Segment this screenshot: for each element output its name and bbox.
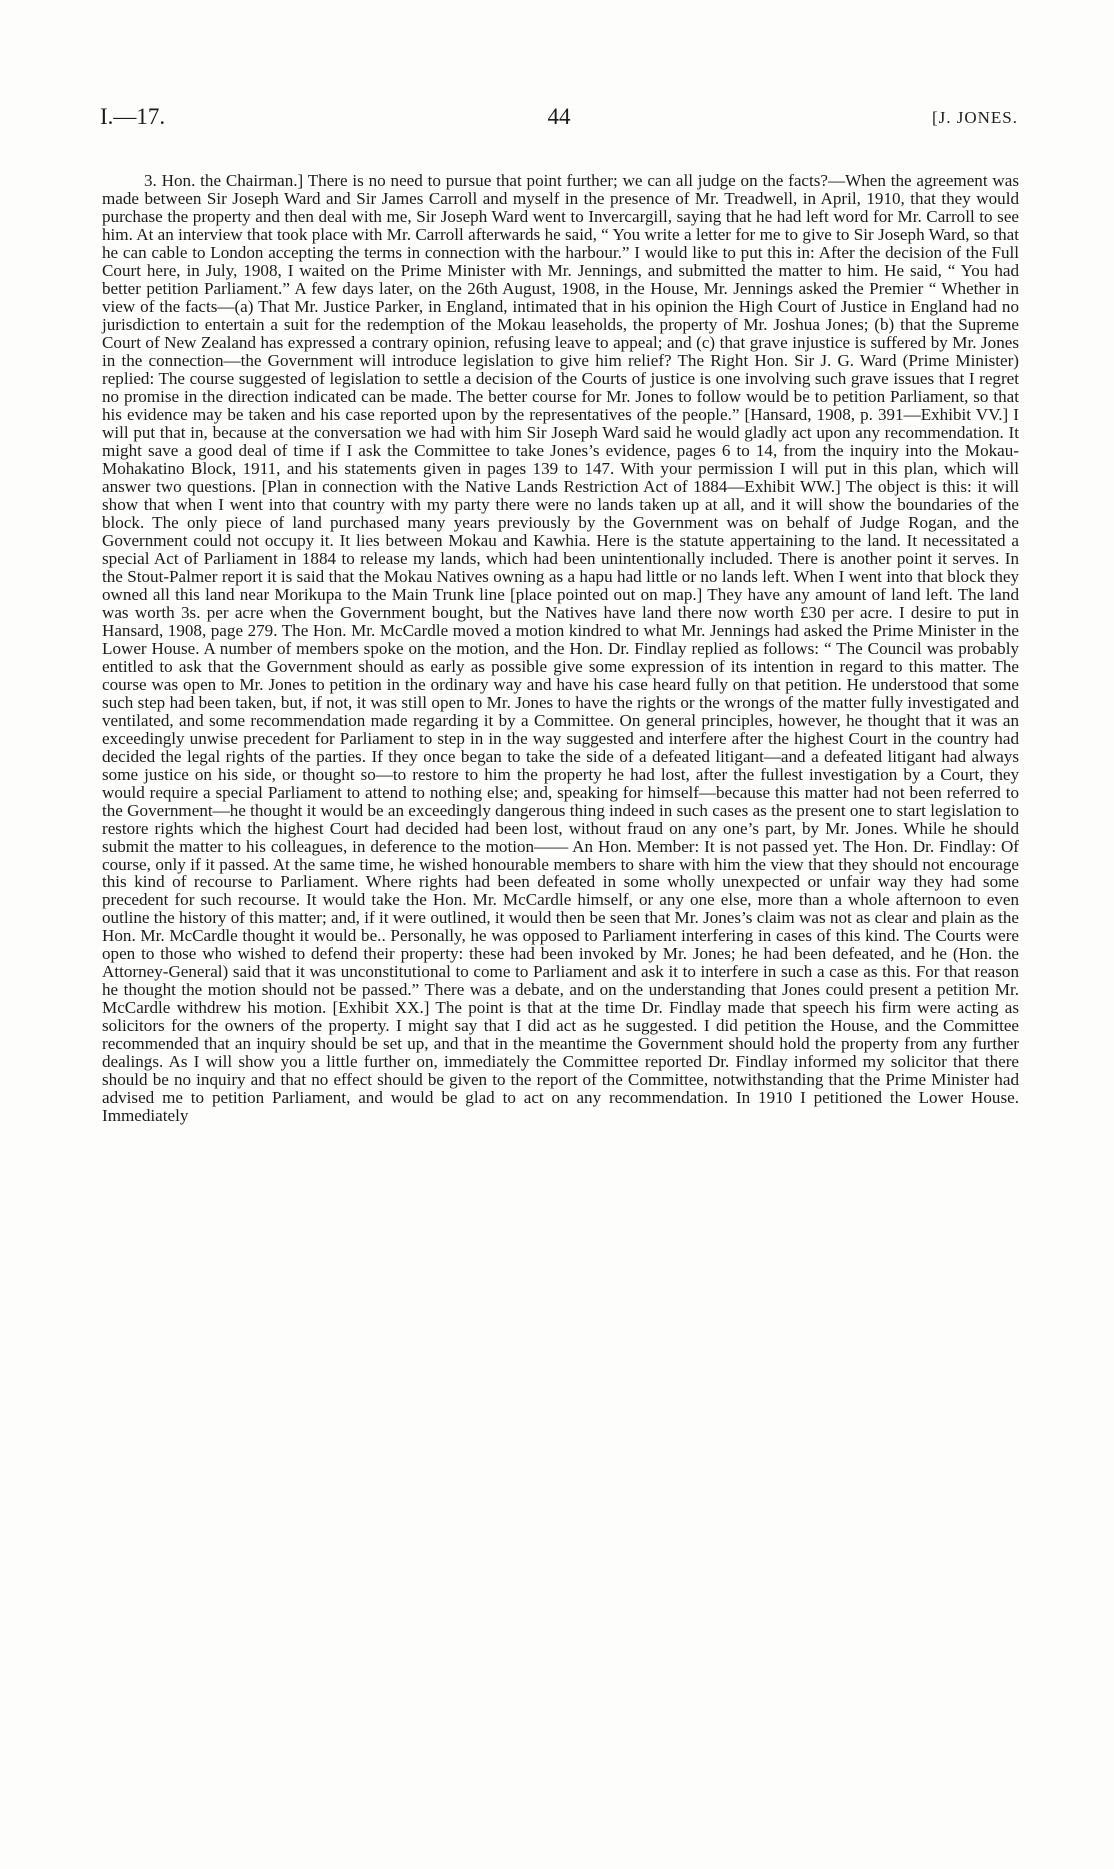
page-header [100, 104, 1018, 134]
document-reference: I.—17. [100, 104, 166, 129]
page-number: 44 [547, 104, 571, 129]
witness-name: [J. JONES. [931, 108, 1018, 127]
body-paragraph: 3. Hon. the Chairman.] There is no need to pursue that point further; we can all judge on the facts?—When the agreement was made between Sir Joseph Ward and Sir James Carroll and myself in the presence of Mr. Treadwell, in April, 1910, that they would purchase the property and then deal with me, Sir Joseph Ward went to Invercargill, saying that he had left word for Mr. Carroll to see him. At an interview that took place with Mr. Carroll afterwards he said, “ You write a letter for me to give to Sir Joseph Ward, so that he can cable to London accepting the terms in connection with the harbour.” I would like to put this in: After the decision of the Full Court here, in July, 1908, I waited on the Prime Minister with Mr. Jennings, and submitted the matter to him. He said, “ You had better petition Parliament.” A few days later, on the 26th August, 1908, in the House, Mr. Jennings asked the Premier “ Whether in view of the facts—(a) That Mr. Justice Parker, in England, intimated that in his opinion the High Court of Justice in England had no jurisdiction to entertain a suit for the redemption of the Mokau leaseholds, the property of Mr. Joshua Jones; (b) that the Supreme Court of New Zealand has expressed a contrary opinion, refusing leave to appeal; and (c) that grave injustice is suffered by Mr. Jones in the connection—the Government will introduce legislation to give him relief? The Right Hon. Sir J. G. Ward (Prime Minister) replied: The course suggested of legislation to settle a decision of the Courts of justice is one involving such grave issues that I regret no promise in the direction indicated can be made. The better course for Mr. Jones to follow would be to petition Parliament, so that his evidence may be taken and his case reported upon by the representatives of the people.” [Hansard, 1908, p. 391—Exhibit VV.] I will put that in, because at the conversation we had with him Sir Joseph Ward said he would gladly act upon any recommendation. It might save a good deal of time if I ask the Committee to take Jones’s evidence, pages 6 to 14, from the inquiry into the Mokau-Mohakatino Block, 1911, and his statements given in pages 139 to 147. With your permission I will put in this plan, which will answer two questions. [Plan in connection with the Native Lands Restriction Act of 1884—Exhibit WW.] The object is this: it will show that when I went into that country with my party there were no lands taken up at all, and it will show the boundaries of the block. The only piece of land purchased many years previously by the Government was on behalf of Judge Rogan, and the Government could not occupy it. It lies between Mokau and Kawhia. Here is the statute appertaining to the land. It necessitated a special Act of Parliament in 1884 to release my lands, which had been unintentionally included. There is another point it serves. In the Stout-Palmer report it is said that the Mokau Natives owning as a hapu had little or no lands left. When I went into that block they owned all this land near Morikupa to the Main Trunk line [place pointed out on map.] They have any amount of land left. The land was worth 3s. per acre when the Government bought, but the Natives have land there now worth £30 per acre. I desire to put in Hansard, 1908, page 279. The Hon. Mr. McCardle moved a motion kindred to what Mr. Jennings had asked the Prime Minister in the Lower House. A number of members spoke on the motion, and the Hon. Dr. Findlay replied as follows: “ The Council was probably entitled to ask that the Government should as early as possible give some expression of its intention in regard to this matter. The course was open to Mr. Jones to petition in the ordinary way and have his case heard fully on that petition. He understood that some such step had been taken, but, if not, it was still open to Mr. Jones to have the rights or the wrongs of the matter fully investigated and ventilated, and some recommendation made regarding it by a Committee. On general principles, however, he thought that it was an exceedingly unwise precedent for Parliament to step in in the way suggested and interfere after the highest Court in the country had decided the legal rights of the parties. If they once began to take the side of a defeated litigant—and a defeated litigant had always some justice on his side, or thought so—to restore to him the property he had lost, after the fullest investigation by a Court, they would require a special Parliament to attend to nothing else; and, speaking for himself—because this matter had not been referred to the Government—he thought it would be an exceedingly dangerous thing indeed in such cases as the present one to start legislation to restore rights which the highest Court had decided had been lost, without fraud on any one’s part, by Mr. Jones. While he should submit the matter to his colleagues, in deference to the motion—— An Hon. Member: It is not passed yet. The Hon. Dr. Findlay: Of course, only if it passed. At the same time, he wished honourable members to share with him the view that they should not encourage this kind of recourse to Parliament. Where rights had been defeated in some wholly unexpected or unfair way they had some precedent for such recourse. It would take the Hon. Mr. McCardle himself, or any one else, more than a whole afternoon to even outline the history of this matter; and, if it were outlined, it would then be seen that Mr. Jones’s claim was not as clear and plain as the Hon. Mr. McCardle thought it would be.. Personally, he was opposed to Parliament interfering in cases of this kind. The Courts were open to those who wished to defend their property: these had been invoked by Mr. Jones; he had been defeated, and he (Hon. the Attorney-General) said that it was unconstitutional to come to Parliament and ask it to interfere in such a case as this. For that reason he thought the motion should not be passed.” There was a debate, and on the understanding that Jones could present a petition Mr. McCardle withdrew his motion. [Exhibit XX.] The point is that at the time Dr. Findlay made that speech his firm were acting as solicitors for the owners of the property. I might say that I did act as he suggested. I did petition the House, and the Committee recommended that an inquiry should be set up, and that in the meantime the Government should hold the property from any further dealings. As I will show you a little further on, immediately the Committee reported Dr. Findlay informed my solicitor that there should be no inquiry and that no effect should be given to the report of the Committee, notwithstanding that the Prime Minister had advised me to petition Parliament, and would be glad to act on any recommendation. In 1910 I petitioned the Lower House. Immediately [102, 171, 1019, 1126]
